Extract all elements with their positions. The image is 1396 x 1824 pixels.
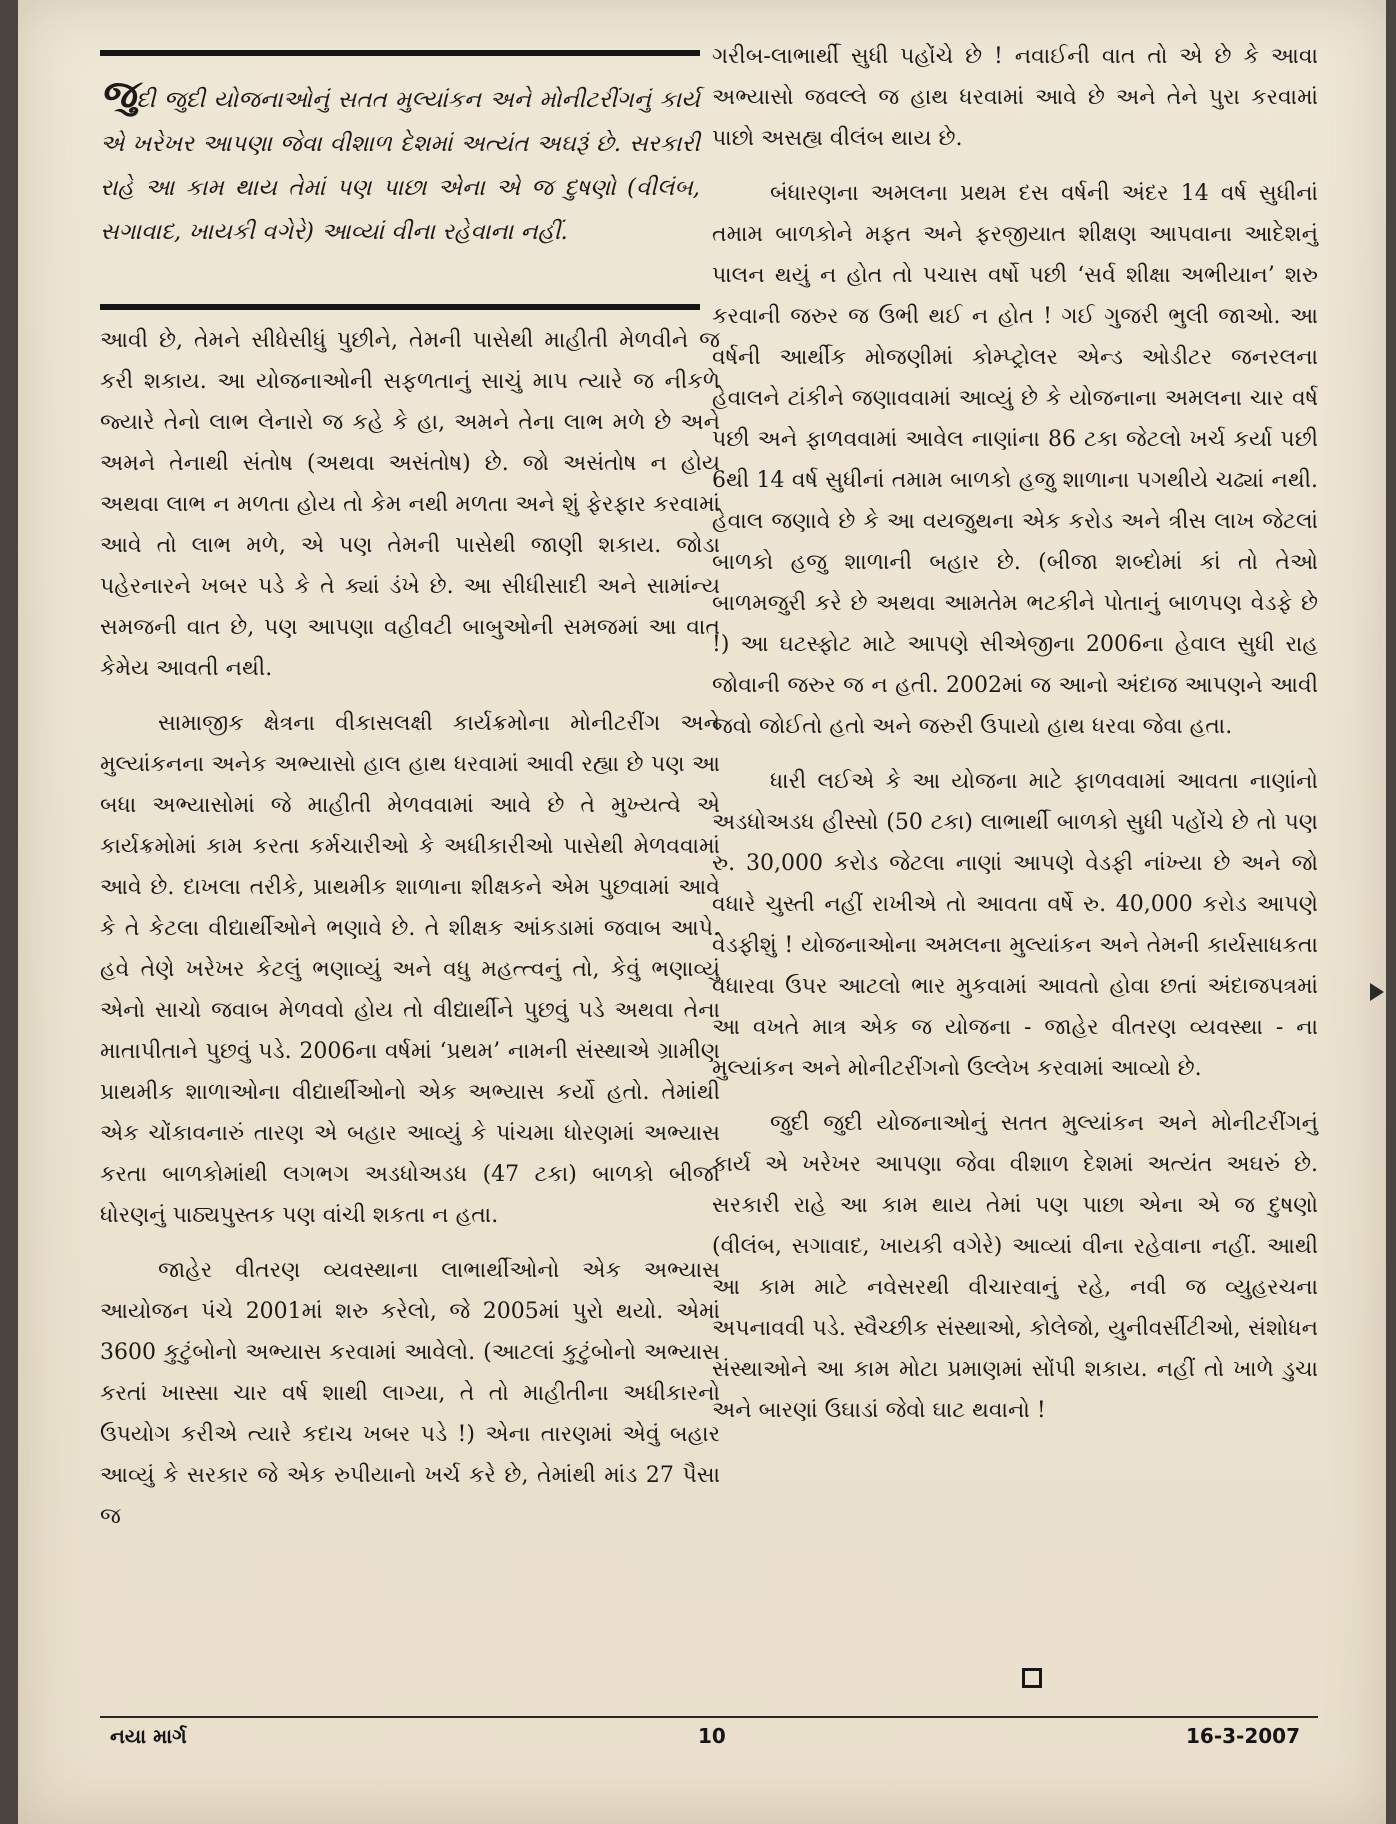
page: [18, 0, 1386, 1824]
footer-publication-name: નયા માર્ગ: [110, 1724, 187, 1748]
right-paragraph-3: ધારી લઈએ કે આ યોજના માટે ફાળવવામાં આવતા નાણાંનો અડધોઅડધ હીસ્સો (50 ટકા) લાભાર્થી બાળકો સુધી પહોંચે છે તો પણ રુ. 30,000 કરોડ જેટલા નાણાં આપણે વેડફી નાંખ્યા છે અને જો વધારે ચુસ્તી નહીં રાખીએ તો આવતા વર્ષે રુ. 40,000 કરોડ આપણે વેડફીશું ! યોજનાઓના અમલના મુલ્યાંકન અને તેમની કાર્યસાધકતા વધારવા ઉપર આટલો ભાર મુકવામાં આવતો હોવા છતાં અંદાજપત્રમાં આ વખતે માત્ર એક જ યોજના - જાહેર વીતરણ વ્યવસ્થા - ના મુલ્યાંકન અને મોનીટરીંગનો ઉલ્લેખ કરવામાં આવ્યો છે.: [712, 769, 1318, 1081]
left-paragraph-3: જાહેર વીતરણ વ્યવસ્થાના લાભાર્થીઓનો એક અભ્યાસ આયોજન પંચે 2001માં શરુ કરેલો, જે 2005માં પુરો થયો. એમાં 3600 કુટુંબોનો અભ્યાસ કરવામાં આવેલો. (આટલાં કુટુંબોનો અભ્યાસ કરતાં ખાસ્સા ચાર વર્ષ શાથી લાગ્યા, તે તો માહીતીના અધીકારનો ઉપયોગ કરીએ ત્યારે કદાચ ખબર પડે !) એના તારણમાં એવું બહાર આવ્યું કે સરકાર જે એક રુપીયાનો ખર્ચ કરે છે, તેમાંથી માંડ 27 પૈસા જ: [100, 1258, 720, 1529]
footer-date: 16-3-2007: [1185, 1724, 1300, 1748]
pull-quote-text: દી જુદી યોજનાઓનું સતત મુલ્યાંકન અને મોનીટરીંગનું કાર્ય એ ખરેખર આપણા જેવા વીશાળ દેશમાં અત્યંત અઘરૂં છે. સરકારી રાહે આ કામ થાય તેમાં પણ પાછા એના એ જ દુષણો (વીલંબ, સગાવાદ, ખાયકી વગેરે) આવ્યાં વીના રહેવાના નહીં.: [100, 87, 700, 245]
end-of-article-square-icon: [1022, 1668, 1042, 1688]
right-column: [712, 36, 1318, 1431]
page-edge-arrow-icon: [1370, 983, 1384, 1001]
left-paragraph-1: આવી છે, તેમને સીધેસીધું પુછીને, તેમની પાસેથી માહીતી મેળવીને જ કરી શકાય. આ યોજનાઓની સફળતાનું સાચું માપ ત્યારે જ નીકળે જ્યારે તેનો લાભ લેનારો જ કહે કે હા, અમને તેના લાભ મળે છે અને અમને તેનાથી સંતોષ (અથવા અસંતોષ) છે. જો અસંતોષ ન હોય અથવા લાભ ન મળતા હોય તો કેમ નથી મળતા અને શું ફેરફાર કરવામાં આવે તો લાભ મળે, એ પણ તેમની પાસેથી જાણી શકાય. જોડા પહેરનારને ખબર પડે કે તે ક્યાં ડંખે છે. આ સીધીસાદી અને સામાંન્ય સમજની વાત છે, પણ આપણા વહીવટી બાબુઓની સમજમાં આ વાત કેમેય આવતી નથી.: [100, 328, 720, 681]
pull-quote-bottom-rule: [100, 304, 700, 310]
footer-page-number: 10: [698, 1724, 726, 1748]
left-column: [100, 320, 720, 1537]
pull-quote: [100, 72, 700, 254]
right-paragraph-4: જુદી જુદી યોજનાઓનું સતત મુલ્યાંકન અને મોનીટરીંગનું કાર્ય એ ખરેખર આપણા જેવા વીશાળ દેશમાં અત્યંત અઘરું છે. સરકારી રાહે આ કામ થાય તેમાં પણ પાછા એના એ જ દુષણો (વીલંબ, સગાવાદ, ખાયકી વગેરે) આવ્યાં વીના રહેવાના નહીં. આથી આ કામ માટે નવેસરથી વીચારવાનું રહે, નવી જ વ્યુહરચના અપનાવવી પડે. સ્વૈચ્છીક સંસ્થાઓ, કોલેજો, યુનીવર્સીટીઓ, સંશોધન સંસ્થાઓને આ કામ મોટા પ્રમાણમાં સોંપી શકાય. નહીં તો ખાળે ડુચા અને બારણાં ઉઘાડાં જેવો ઘાટ થવાનો !: [712, 1111, 1318, 1423]
footer-rule: [100, 1716, 1318, 1718]
right-paragraph-1: ગરીબ-લાભાર્થી સુધી પહોંચે છે ! નવાઈની વાત તો એ છે કે આવા અભ્યાસો જવલ્લે જ હાથ ધરવામાં આવે છે અને તેને પુરા કરવામાં પાછો અસહ્ય વીલંબ થાય છે.: [712, 44, 1318, 151]
pull-quote-dropcap: જુ: [100, 71, 136, 116]
pull-quote-top-rule: [100, 50, 700, 56]
right-paragraph-2: બંધારણના અમલના પ્રથમ દસ વર્ષની અંદર 14 વર્ષ સુધીનાં તમામ બાળકોને મફત અને ફરજીયાત શીક્ષણ આપવાના આદેશનું પાલન થયું ન હોત તો પચાસ વર્ષો પછી ‘સર્વ શીક્ષા અભીયાન’ શરુ કરવાની જરુર જ ઉભી થઈ ન હોત ! ગઈ ગુજરી ભુલી જાઓ. આ વર્ષની આર્થીક મોજણીમાં કોમ્પ્ટ્રોલર એન્ડ ઓડીટર જનરલના હેવાલને ટાંકીને જણાવવામાં આવ્યું છે કે યોજનાના અમલના ચાર વર્ષ પછી અને ફાળવવામાં આવેલ નાણાંના 86 ટકા જેટલો ખર્ચ કર્યા પછી 6થી 14 વર્ષ સુધીનાં તમામ બાળકો હજુ શાળાના પગથીયે ચઢ્યાં નથી. હેવાલ જણાવે છે કે આ વયજુથના એક કરોડ અને ત્રીસ લાખ જેટલાં બાળકો હજુ શાળાની બહાર છે. (બીજા શબ્દોમાં કાં તો તેઓ બાળમજુરી કરે છે અથવા આમતેમ ભટકીને પોતાનું બાળપણ વેડફે છે !) આ ઘટસ્ફોટ માટે આપણે સીએજીના 2006ના હેવાલ સુધી રાહ જોવાની જરુર જ ન હતી. 2002માં જ આનો અંદાજ આપણને આવી જવો જોઈતો હતો અને જરુરી ઉપાયો હાથ ધરવા જેવા હતા.: [712, 181, 1319, 739]
left-paragraph-2: સામાજીક ક્ષેત્રના વીકાસલક્ષી કાર્યક્રમોના મોનીટરીંગ અને મુલ્યાંકનના અનેક અભ્યાસો હાલ હાથ ધરવામાં આવી રહ્યા છે પણ આ બધા અભ્યાસોમાં જે માહીતી મેળવવામાં આવે છે તે મુખ્યત્વે એ કાર્યક્રમોમાં કામ કરતા કર્મચારીઓ કે અધીકારીઓ પાસેથી મેળવવામાં આવે છે. દાખલા તરીકે, પ્રાથમીક શાળાના શીક્ષકને એમ પુછવામાં આવે કે તે કેટલા વીદ્યાર્થીઓને ભણાવે છે. તે શીક્ષક આંકડામાં જવાબ આપે. હવે તેણે ખરેખર કેટલું ભણાવ્યું અને વધુ મહત્ત્વનું તો, કેવું ભણાવ્યું એનો સાચો જવાબ મેળવવો હોય તો વીદ્યાર્થીને પુછવું પડે અથવા તેના માતાપીતાને પુછવું પડે. 2006ના વર્ષમાં ‘પ્રથમ’ નામની સંસ્થાએ ગ્રામીણ પ્રાથમીક શાળાઓના વીદ્યાર્થીઓનો એક અભ્યાસ કર્યો હતો. તેમાંથી એક ચોંકાવનારું તારણ એ બહાર આવ્યું કે પાંચમા ધોરણમાં અભ્યાસ કરતા બાળકોમાંથી લગભગ અડધોઅડધ (47 ટકા) બાળકો બીજા ધોરણનું પાઠ્યપુસ્તક પણ વાંચી શકતા ન હતા.: [100, 711, 720, 1228]
